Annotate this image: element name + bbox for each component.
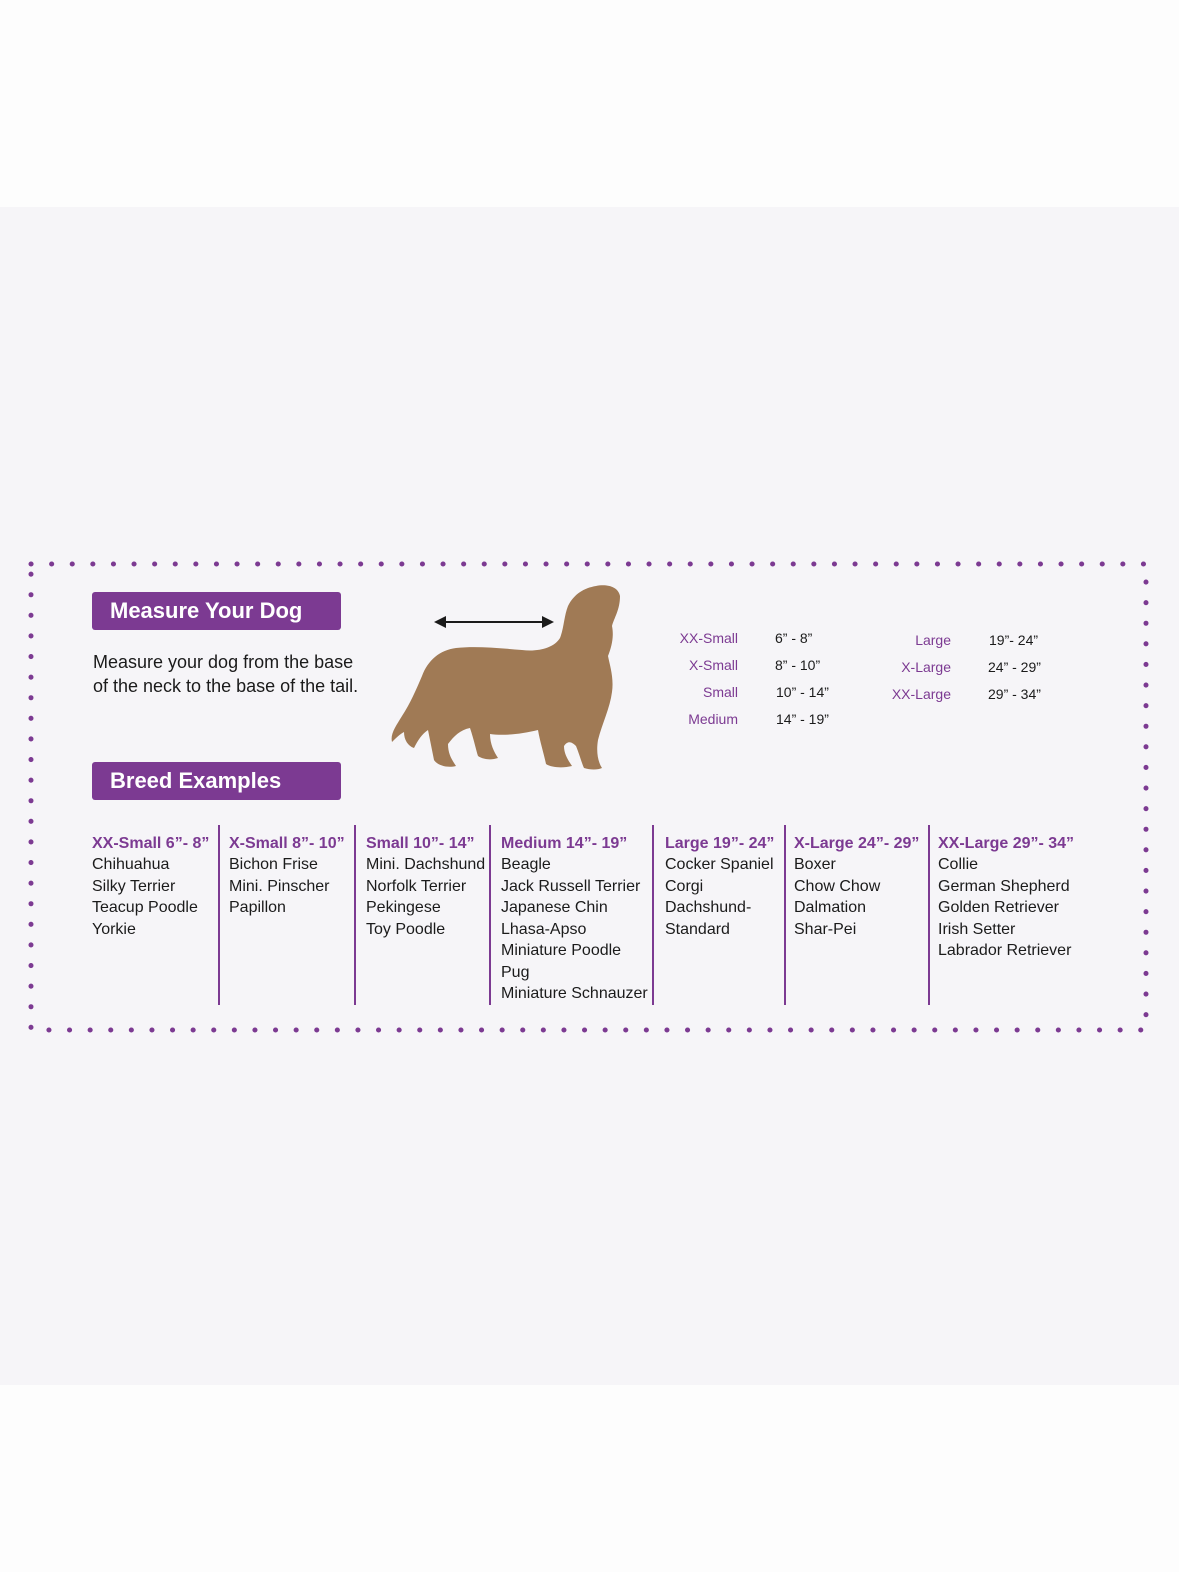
breed-item: Jack Russell Terrier xyxy=(501,877,641,895)
breed-item: Teacup Poodle xyxy=(92,899,198,916)
breed-item: German Shepherd xyxy=(938,877,1070,895)
size-value-xx-large: 29” - 34” xyxy=(988,686,1041,702)
size-value-x-large: 24” - 29” xyxy=(988,659,1041,675)
column-divider xyxy=(928,825,930,1005)
breed-column-x-large xyxy=(794,825,928,1005)
size-label-small: Small xyxy=(702,684,738,700)
breed-column-xx-large xyxy=(938,825,1088,1005)
dog-silhouette-icon xyxy=(388,584,628,774)
size-label-large: Large xyxy=(915,632,951,648)
breed-item: Japanese Chin xyxy=(501,899,608,916)
measure-heading: Measure Your Dog xyxy=(92,592,341,630)
breed-item: Collie xyxy=(938,856,979,873)
measure-line-1: Measure your dog from the base xyxy=(93,652,354,672)
size-value-x-small: 8” - 10” xyxy=(775,657,821,673)
breed-item: Toy Poodle xyxy=(366,920,446,938)
measure-instructions xyxy=(93,650,393,698)
breed-item: Dachshund- xyxy=(665,899,752,916)
size-value-small: 10” - 14” xyxy=(776,684,829,700)
breed-item: Mini. Pinscher xyxy=(229,877,330,895)
breed-item: Miniature Poodle xyxy=(501,942,622,959)
breed-column-title: Large 19”- 24” xyxy=(665,835,775,852)
column-divider xyxy=(489,825,491,1005)
breed-item: Yorkie xyxy=(92,920,136,938)
breed-item: Pekingese xyxy=(366,899,441,916)
breed-item: Dalmation xyxy=(794,899,867,916)
breed-item: Chow Chow xyxy=(794,877,881,895)
column-divider xyxy=(652,825,654,1005)
breed-column-small xyxy=(366,825,490,1005)
size-label-medium: Medium xyxy=(688,711,738,727)
size-label-x-small: X-Small xyxy=(688,657,738,673)
breed-item: Silky Terrier xyxy=(92,877,176,895)
size-label-x-large: X-Large xyxy=(901,659,951,675)
breed-examples-heading: Breed Examples xyxy=(92,762,341,800)
breed-item: Labrador Retriever xyxy=(938,942,1072,959)
breed-item: Corgi xyxy=(665,877,704,895)
breed-item: Boxer xyxy=(794,856,836,873)
breed-item: Bichon Frise xyxy=(229,856,318,873)
breed-column-large xyxy=(665,825,785,1005)
measure-line-2: of the neck to the base of the tail. xyxy=(93,676,359,696)
breed-item: Mini. Dachshund xyxy=(366,856,486,873)
size-label-xx-large: XX-Large xyxy=(891,686,951,702)
breed-column-medium xyxy=(501,825,653,1005)
breed-column-x-small xyxy=(229,825,353,1005)
breed-item: Shar-Pei xyxy=(794,920,857,938)
breed-item: Beagle xyxy=(501,856,551,873)
breed-column-title: X-Small 8”- 10” xyxy=(229,835,345,852)
breed-item: Golden Retriever xyxy=(938,899,1059,916)
breed-column-title: Small 10”- 14” xyxy=(366,835,475,852)
breed-column-xx-small xyxy=(92,825,216,1005)
breed-item: Cocker Spaniel xyxy=(665,856,774,873)
breed-column-title: Medium 14”- 19” xyxy=(501,835,628,852)
breed-item: Chihuahua xyxy=(92,856,170,873)
column-divider xyxy=(784,825,786,1005)
breed-item: Pug xyxy=(501,963,530,981)
breed-item: Norfolk Terrier xyxy=(366,877,467,895)
breed-column-title: XX-Large 29”- 34” xyxy=(938,835,1075,852)
size-value-medium: 14” - 19” xyxy=(776,711,829,727)
breed-item: Irish Setter xyxy=(938,920,1016,938)
breed-item: Lhasa-Apso xyxy=(501,920,587,938)
breed-item: Standard xyxy=(665,920,730,938)
breed-item: Papillon xyxy=(229,899,286,916)
breed-item: Miniature Schnauzer xyxy=(501,985,648,1002)
breed-column-title: X-Large 24”- 29” xyxy=(794,835,920,852)
size-value-large: 19”- 24” xyxy=(989,632,1039,648)
breed-columns xyxy=(92,825,1092,1005)
size-value-xx-small: 6” - 8” xyxy=(775,630,813,646)
column-divider xyxy=(354,825,356,1005)
column-divider xyxy=(218,825,220,1005)
size-label-xx-small: XX-Small xyxy=(679,630,738,646)
breed-column-title: XX-Small 6”- 8” xyxy=(92,835,210,852)
